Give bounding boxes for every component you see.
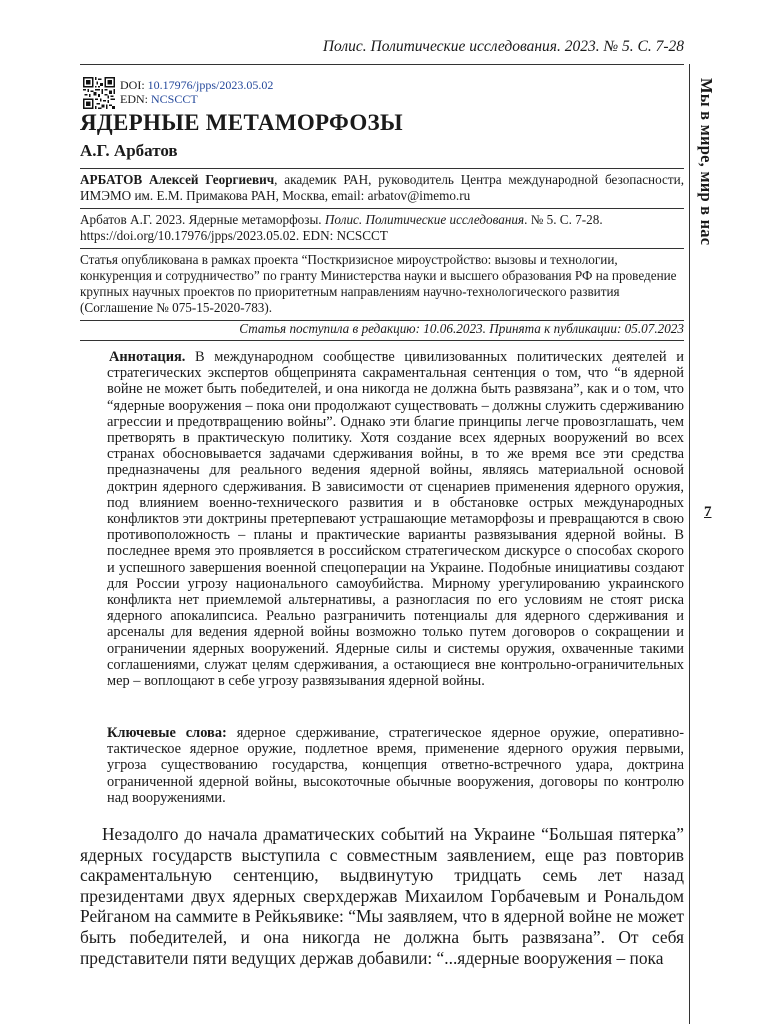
abstract-text: В международном сообществе цивилизованных политических деятелей и стратегических экспертов общепринята сакраментальная сентенция о том, что “в ядерной войне не может быть победителей, и она никогда не должна быть развязана”, как и о том, что “ядерные вооружения – пока они продолжают существовать – должны служить сдерживанию агрессии и предотвращению войны”. Однако эти благие принципы легче провозглашать, чем претворять в практическую политику. Хотя создание всех ядерных вооружений во всех странах обосновывается задачами сдерживания войны, в то же время все эти средства предназначены для реального ведения ядерной войны, являясь материальной основой доктрин ядерного сдерживания. В зависимости от сценариев применения ядерного оружия, под влиянием военно-технического развития и в обстановке острых международных конфликтов эти доктрины претерпевают устрашающие метаморфозы и превращаются в свою противоположность – планы и практические варианты развязывания ядерной войны. В последнее время это проявляется в российском стратегическом дискурсе о способах скорого и успешного завершения военной спецоперации на Украине. Подобные инициативы создают для России угрозу национального самоубийства. Мирному урегулированию украинского конфликта нет приемлемой альтернативы, а разногласия по его условиям не стоят риска ядерного апокалипсиса. Реально разграничить потенциалы для ядерного сдерживания и арсеналы для ведения ядерной войны возможно только путем договоров о сокращении и ограничении ядерных вооружений. Ядерные силы и системы оружия, охваченные такими соглашениями, служат целям сдерживания, а остающиеся вне контрольно-ограничительных мер – воплощают в себе угрозу развязывания ядерной войны. [107,349,684,690]
article-title: ЯДЕРНЫЕ МЕТАМОРФОЗЫ [80,110,403,135]
keywords-label: Ключевые слова: [107,725,227,741]
header-divider [80,64,684,65]
edn-link[interactable]: NCSCCT [151,92,198,106]
section-side-title: Мы в мире, мир в нас [697,78,716,246]
divider [80,340,684,341]
author-affiliation [80,172,684,204]
abstract [107,349,684,689]
page-number: 7 [704,504,712,520]
keywords-text: ядерное сдерживание, стратегическое ядерное оружие, оперативно-тактическое ядерное оружие, подлетное время, применение ядерного оружия первыми, угроза существованию государства, концепция ответно-встречного удара, доктрина ограниченной ядерной войны, высокоточные обычные вооружения, договоры по контролю над вооружениями. [107,725,684,806]
article-author: А.Г. Арбатов [80,141,178,160]
received-dates: Статья поступила в редакцию: 10.06.2023. Принята к публикации: 05.07.2023 [239,321,684,336]
divider [80,168,684,169]
funding-note: Статья опубликована в рамках проекта “Посткризисное мироустройство: вызовы и технологии, конкуренция и сотрудничество” по гранту Министерства науки и высшего образования РФ на проведение крупных научных проектов по приоритетным направлениям научно-технологического развития (Соглашение № 075-15-2020-783). [80,252,677,315]
side-divider [689,64,690,1024]
citation-suffix: . № 5. С. 7-28. https://doi.org/10.17976/jpps/2023.05.02. EDN: NCSCCT [80,212,603,243]
citation [80,212,684,244]
journal-header: Полис. Политические исследования. 2023. № 5. С. 7-28 [322,38,684,55]
citation-journal: Полис. Политические исследования [324,212,525,227]
citation-prefix: Арбатов А.Г. 2023. Ядерные метаморфозы. [80,212,322,227]
abstract-label: Аннотация. [109,349,186,365]
divider [80,208,684,209]
divider [80,248,684,249]
body-paragraph: Незадолго до начала драматических событий на Украине “Большая пятерка” ядерных государств выступила с совместным заявлением, еще раз повторив сакраментальную сентенцию, выдвинутую тридцать семь лет назад президентами двух ядерных сверхдержав Михаилом Горбачевым и Рональдом Рейганом на саммите в Рейкьявике: “Мы заявляем, что в ядерной войне не может быть победителей, и она никогда не должна быть развязана”. От себя представители пяти ведущих держав добавили: “...ядерные вооружения – пока [80,824,684,968]
keywords [107,725,684,806]
edn-label: EDN: [120,92,148,106]
doi-label: DOI: [120,78,145,92]
doi-edn-block [120,78,273,106]
qr-code-icon [83,77,115,109]
affiliation-details: , академик РАН, руководитель Центра международной безопасности, ИМЭМО им. Е.М. Примакова РАН, Москва, email: arbatov@imemo.ru [80,172,685,203]
author-full-name: АРБАТОВ Алексей Георгиевич [80,172,275,187]
doi-link[interactable]: 10.17976/jpps/2023.05.02 [147,78,274,92]
